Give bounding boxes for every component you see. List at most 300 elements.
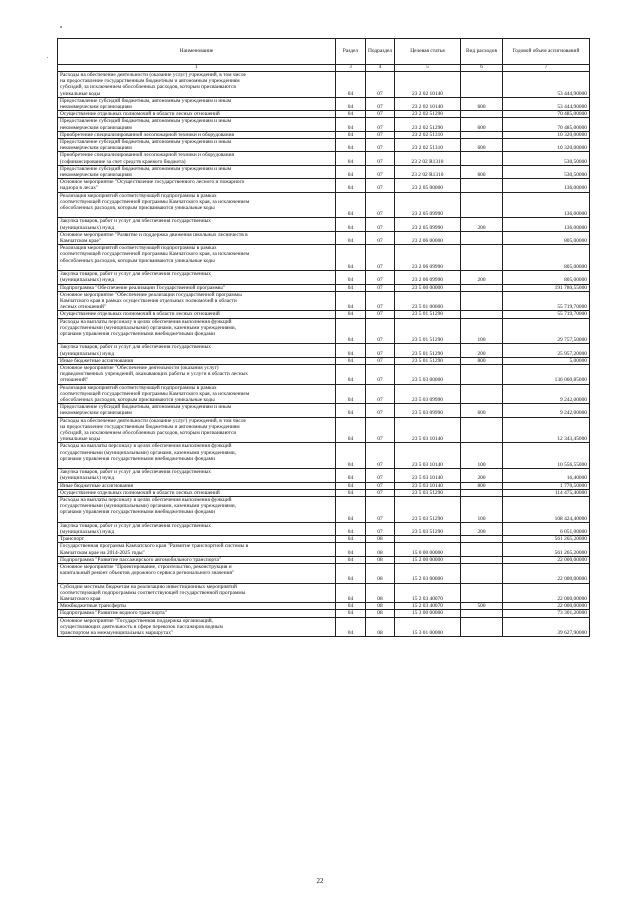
row-name-line: Камчатском крае" [60,238,102,245]
row-name-line: некоммерческим организациям [60,172,132,179]
row-article: 23 2 05 09990 [395,192,461,218]
row-amount: 561 265,20000 [503,543,590,556]
row-name-line: субсидий, за исключением обособленных расходов, которым присваиваются [60,429,236,436]
row-name [58,417,336,443]
row-name-line: Приобретение специализированной лесопожарной техники и оборудования [60,131,234,138]
row-expense-type [461,536,503,543]
row-name-line: (муниципальных) нужд [60,224,115,231]
row-article: 23 2 06 09990 [395,271,461,284]
column-number: 5 [395,65,461,72]
row-name-line: обособленных расходов, которым присваиваются уникальные коды [60,205,215,212]
row-amount: 136 060,85000 [503,364,590,384]
row-subsection: 07 [366,192,395,218]
table-row [58,291,590,311]
row-expense-type: 200 [461,218,503,231]
row-expense-type [461,543,503,556]
row-article: 15 2 03 40070 [395,603,461,610]
row-article: 23 5 03 09990 [395,404,461,417]
row-name-line: Расходы на обеспечение деятельности (оказание услуг) учреждений, в том числе [60,417,246,424]
row-amount: 10 556,55000 [503,443,590,469]
row-expense-type [461,291,503,311]
row-name [58,97,336,110]
row-subsection: 07 [366,72,395,98]
row-name-line: обособленных расходов, которым присваиваются уникальные коды [60,396,215,403]
table-row [58,179,590,192]
row-expense-type: 500 [461,603,503,610]
row-amount: 1 770,50000 [503,482,590,489]
row-section: 04 [336,583,366,603]
row-name [58,536,336,543]
row-subsection: 07 [366,469,395,482]
row-name-line: Осуществление отдельных полномочий в области лесных отношений [60,489,220,496]
row-expense-type [461,384,503,404]
column-number-row [58,65,590,72]
row-expense-type: 200 [461,344,503,357]
row-amount: 73 301,20000 [503,610,590,617]
column-number: 4 [366,65,395,72]
row-article: 23 5 03 09990 [395,384,461,404]
row-name-line: Предоставление субсидий бюджетным, автономным учреждениям и иным [60,404,232,411]
row-section: 04 [336,617,366,637]
row-name-line: Расходы на выплаты персоналу в целях обеспечения выполнения функций [60,497,232,503]
row-amount: 10 320,00000 [503,139,590,152]
row-section: 04 [336,72,366,98]
table-row [58,318,590,344]
row-subsection: 07 [366,118,395,131]
row-name-line: Расходы на выплаты персоналу в целях обеспечения выполнения функций [60,443,232,450]
header-section: Раздел [336,39,366,65]
row-expense-type [461,564,503,584]
row-subsection: 07 [366,291,395,311]
row-subsection: 07 [366,404,395,417]
row-name-line: (муниципальных) нужд [60,350,115,357]
row-name-line: Закупка товаров, работ и услуг для обеспечения государственных [60,344,211,351]
row-section: 04 [336,284,366,291]
table-row [58,118,590,131]
row-name-line: Камчатского края в рамках осуществления отдельных полномочий в области [60,297,237,304]
row-expense-type [461,617,503,637]
row-name-line: Основное мероприятие "Обеспечение деятельности (оказания услуг) [60,364,219,371]
table-row [58,192,590,218]
table-header-row [58,39,590,65]
row-name-line: Подпрограмма "Развитие водного транспорта" [60,610,167,617]
row-article: 23 5 03 51290 [395,522,461,535]
row-name-line: транспортом на межмуниципальных маршрутах" [60,630,174,637]
row-name-line: обособленных расходов, которым присваиваются уникальные коды [60,257,215,264]
row-subsection: 08 [366,610,395,617]
row-name-line: Предоставление субсидий бюджетным, автономным учреждениям и иным [60,165,232,172]
row-section: 04 [336,404,366,417]
row-article: 23 5 03 51290 [395,497,461,523]
row-expense-type [461,284,503,291]
row-article: 23 2 06 09990 [395,245,461,271]
table-row [58,344,590,357]
table-row [58,245,590,271]
row-subsection: 07 [366,231,395,244]
row-name-line [60,516,333,522]
row-section: 04 [336,179,366,192]
row-article: 15 2 03 40070 [395,583,461,603]
row-subsection: 08 [366,564,395,584]
row-article: 15 0 00 00000 [395,543,461,556]
table-body [58,72,590,637]
row-amount: 55 719,70000 [503,291,590,311]
row-section: 04 [336,245,366,271]
row-amount: 10 320,00000 [503,131,590,138]
table-row [58,97,590,110]
row-expense-type [461,192,503,218]
scan-speck [47,57,48,58]
row-name [58,404,336,417]
row-subsection: 07 [366,218,395,231]
row-name [58,556,336,563]
row-amount: 25 957,20000 [503,344,590,357]
row-article: 23 5 03 00000 [395,364,461,384]
row-expense-type: 800 [461,482,503,489]
row-name-line: Государственная программа Камчатского края "Развитие транспортной системы в [60,543,249,550]
row-amount: 55 719,70000 [503,311,590,318]
row-amount: 5,00000 [503,357,590,364]
row-article: 23 5 03 51290 [395,489,461,496]
row-name-line: Реализация мероприятий соответствующей подпрограммы в рамках [60,384,217,391]
row-article: 23 2 02 10140 [395,72,461,98]
row-name-line: (муниципальных) нужд [60,529,115,536]
row-name-line: Межбюджетные трансферты [60,603,126,610]
table-row [58,404,590,417]
table-row [58,131,590,138]
row-article: 23 5 01 51290 [395,357,461,364]
row-subsection: 07 [366,482,395,489]
table-row [58,543,590,556]
table-row [58,311,590,318]
row-name [58,165,336,178]
row-expense-type: 600 [461,165,503,178]
table-row [58,603,590,610]
row-name-line: уникальные коды [60,436,101,443]
row-section: 04 [336,97,366,110]
table-row [58,443,590,469]
row-expense-type: 600 [461,139,503,152]
row-amount: 6 051,00000 [503,522,590,535]
row-name [58,617,336,637]
row-subsection: 08 [366,617,395,637]
header-article: Целевая статья [395,39,461,65]
row-name-line: Осуществление отдельных полномочий в области лесных отношений [60,311,220,318]
row-amount: 136,00000 [503,218,590,231]
row-name-line: субсидий, за исключением обособленных расходов, которым присваиваются [60,84,236,91]
row-name-line: Камчатском крае на 2014-2025 годы" [60,549,145,556]
table-row [58,284,590,291]
row-name-line: Иные бюджетные ассигнования [60,482,133,489]
row-expense-type [461,583,503,603]
row-name [58,364,336,384]
row-name-line: осуществляющих деятельность в сфере перевозок пассажиров водным [60,623,223,630]
row-name-line: некоммерческим организациям [60,145,132,152]
row-subsection: 07 [366,357,395,364]
row-section: 04 [336,139,366,152]
row-subsection: 07 [366,522,395,535]
row-amount: 70 485,00000 [503,111,590,118]
row-amount: 22 000,00000 [503,583,590,603]
row-section: 04 [336,543,366,556]
row-section: 04 [336,417,366,443]
row-name-line: Предоставление субсидий бюджетным, автономным учреждениям и иным [60,118,232,125]
row-name-line: некоммерческим организациям [60,124,132,131]
row-section: 04 [336,271,366,284]
row-subsection: 07 [366,311,395,318]
row-section: 04 [336,536,366,543]
row-section: 04 [336,118,366,131]
row-name [58,497,336,523]
row-section: 04 [336,556,366,563]
table-row [58,617,590,637]
row-section: 04 [336,610,366,617]
row-name-line: подведомственных учреждений, оказывающих работы и услуги в области лесных [60,371,248,378]
row-section: 04 [336,192,366,218]
row-amount: 805,00000 [503,231,590,244]
row-section: 04 [336,384,366,404]
row-name [58,469,336,482]
row-subsection: 08 [366,583,395,603]
row-amount: 9 242,00000 [503,384,590,404]
row-expense-type: 600 [461,118,503,131]
row-name-line: лесных отношений" [60,304,107,311]
row-name [58,284,336,291]
table-row [58,218,590,231]
row-name-line: некоммерческим организациям [60,410,132,417]
row-name-line: Закупка товаров, работ и услуг для обеспечения государственных [60,218,211,225]
row-amount: 22 000,00000 [503,556,590,563]
row-name [58,564,336,584]
table-row [58,522,590,535]
row-expense-type [461,311,503,318]
row-section: 04 [336,364,366,384]
row-subsection: 08 [366,556,395,563]
row-subsection: 07 [366,417,395,443]
row-name-line: отношений" [60,377,88,384]
row-section: 04 [336,111,366,118]
row-name [58,489,336,496]
row-name-line: Предоставление субсидий бюджетным, автономным учреждениям и иным [60,97,232,104]
row-name-line: Закупка товаров, работ и услуг для обеспечения государственных [60,469,211,476]
row-amount: 16,40000 [503,469,590,482]
row-name [58,179,336,192]
row-name-line: Основное мероприятие "Развитие и поддержка движения школьных лесничеств в [60,231,248,238]
header-amount: Годовой объем ассигнований [503,39,590,65]
row-subsection: 08 [366,536,395,543]
row-section: 04 [336,131,366,138]
row-name-line: Подпрограмма "Развитие пассажирского автомобильного транспорта" [60,556,222,563]
row-name-line: Транспорт [60,536,85,543]
row-name-line: (муниципальных) нужд [60,277,115,284]
row-subsection: 07 [366,443,395,469]
row-name-line: соответствующей подпрограммы соответствующей государственной программы [60,589,246,596]
row-section: 04 [336,218,366,231]
row-name [58,72,336,98]
table-row [58,482,590,489]
row-name [58,131,336,138]
row-subsection: 08 [366,543,395,556]
table-row [58,610,590,617]
row-amount: 191 780,55000 [503,284,590,291]
row-article: 23 5 03 10140 [395,469,461,482]
row-amount: 561 265,20000 [503,536,590,543]
table-row [58,271,590,284]
row-name [58,311,336,318]
row-name-line: Предоставление субсидий бюджетным, автономным учреждениям и иным [60,139,232,146]
row-article: 15 3 00 00000 [395,610,461,617]
row-article: 23 5 03 10140 [395,417,461,443]
table-row [58,357,590,364]
row-expense-type [461,417,503,443]
row-name-line: Основное мероприятие "Государственная поддержка организаций, [60,617,214,624]
row-expense-type: 100 [461,318,503,344]
row-article: 23 5 01 51290 [395,318,461,344]
row-name [58,443,336,469]
row-expense-type: 200 [461,271,503,284]
row-amount: 530,50000 [503,152,590,165]
row-name [58,152,336,165]
row-section: 04 [336,469,366,482]
row-name-line: государственными (муниципальными) органами, казенными учреждениями, [60,503,236,510]
row-name [58,118,336,131]
row-subsection: 07 [366,497,395,523]
row-name-line: органами управления государственными внебюджетными фондами [60,455,215,462]
row-subsection: 07 [366,139,395,152]
row-name [58,610,336,617]
row-name [58,231,336,244]
scan-speck [60,26,62,28]
row-expense-type [461,610,503,617]
row-name-line: Основное мероприятие "Проектирование, строительство, реконструкция и [60,564,232,571]
column-number: 7 [503,65,590,72]
row-article: 23 2 05 00000 [395,179,461,192]
row-expense-type: 600 [461,404,503,417]
row-amount: 22 000,00000 [503,603,590,610]
table-row [58,231,590,244]
row-section: 04 [336,231,366,244]
row-amount: 29 757,50000 [503,318,590,344]
table-row [58,497,590,523]
table-row [58,536,590,543]
row-name-line: Осуществление отдельных полномочий в области лесных отношений [60,111,220,118]
row-section: 04 [336,318,366,344]
row-name-line: на предоставление государственным бюджетным и автономным учреждениям [60,423,240,430]
row-article: 23 5 01 51290 [395,344,461,357]
table-row [58,152,590,165]
row-expense-type [461,72,503,98]
table-row [58,583,590,603]
row-name-line: Основное мероприятие "Осуществление государственного лесного и пожарного [60,179,245,186]
row-article: 23 5 00 00000 [395,284,461,291]
page-number: 22 [316,877,324,885]
row-name [58,318,336,344]
header-subsection: Подраздел [366,39,395,65]
table-row [58,564,590,584]
row-expense-type [461,152,503,165]
row-subsection: 07 [366,111,395,118]
row-name-line: Субсидии местным бюджетам на реализацию инвестиционных мероприятий [60,583,237,590]
row-amount: 70 485,00000 [503,118,590,131]
row-name-line: Реализация мероприятий соответствующей подпрограммы в рамках [60,192,217,199]
row-amount: 108 424,40000 [503,497,590,523]
row-article: 23 5 01 51290 [395,311,461,318]
row-article: 15 2 03 00000 [395,564,461,584]
row-name [58,111,336,118]
row-article: 23 2 02 R1310 [395,165,461,178]
row-section: 04 [336,152,366,165]
row-name-line: капитальный ремонт объектов дорожного сервиса регионального значения" [60,570,235,577]
row-article [395,536,461,543]
row-subsection: 07 [366,489,395,496]
row-name [58,271,336,284]
row-name [58,583,336,603]
row-name-line: Расходы на выплаты персоналу в целях обеспечения выполнения функций [60,318,232,325]
row-name-line: соответствующей государственной программы Камчатского края, за исключением [60,198,250,205]
row-section: 04 [336,291,366,311]
row-article: 23 5 03 10140 [395,482,461,489]
row-expense-type [461,489,503,496]
row-name-line: органами управления государственными внебюджетными фондами [60,509,215,516]
table-row [58,556,590,563]
row-amount: 39 627,90000 [503,617,590,637]
row-name-line: надзора в лесах" [60,185,99,192]
row-subsection: 08 [366,603,395,610]
row-name-line: уникальные коды [60,90,101,97]
row-name-line [60,462,333,468]
row-name-line: Закупка товаров, работ и услуг для обеспечения государственных [60,271,211,278]
row-name-line: Иные бюджетные ассигнования [60,357,133,364]
header-name: Наименование [58,39,336,65]
row-subsection: 07 [366,152,395,165]
row-expense-type [461,131,503,138]
row-name [58,218,336,231]
row-article: 23 5 03 10140 [395,443,461,469]
row-expense-type: 100 [461,497,503,523]
row-name [58,384,336,404]
row-name-line: Закупка товаров, работ и услуг для обеспечения государственных [60,522,211,529]
row-amount: 53 444,90000 [503,97,590,110]
row-name [58,482,336,489]
row-article: 23 2 02 51290 [395,118,461,131]
row-name [58,357,336,364]
row-subsection: 07 [366,179,395,192]
column-number: 6 [461,65,503,72]
row-expense-type [461,245,503,271]
table-row [58,139,590,152]
row-name-line: соответствующей государственной программы Камчатского края, за исключением [60,390,250,397]
row-expense-type [461,556,503,563]
row-name-line: органами управления государственными внебюджетными фондами [60,330,215,337]
row-section: 04 [336,603,366,610]
row-name [58,139,336,152]
row-name-line: на предоставление государственным бюджетным и автономным учреждениям [60,78,240,85]
row-section: 04 [336,489,366,496]
row-name-line: Приобретение специализированной лесопожарной техники и оборудования [60,152,234,159]
row-article: 15 3 01 00000 [395,617,461,637]
row-name [58,603,336,610]
row-expense-type: 800 [461,357,503,364]
row-name-line: некоммерческим организациям [60,104,132,111]
row-name [58,543,336,556]
row-name-line: Реализация мероприятий соответствующей подпрограммы в рамках [60,245,217,252]
row-subsection: 07 [366,344,395,357]
row-article: 23 2 02 10140 [395,97,461,110]
row-section: 04 [336,482,366,489]
row-name-line [60,211,333,217]
row-amount: 12 343,45000 [503,417,590,443]
row-name-line: Подпрограмма "Обеспечение реализации Государственной программы" [60,284,225,291]
